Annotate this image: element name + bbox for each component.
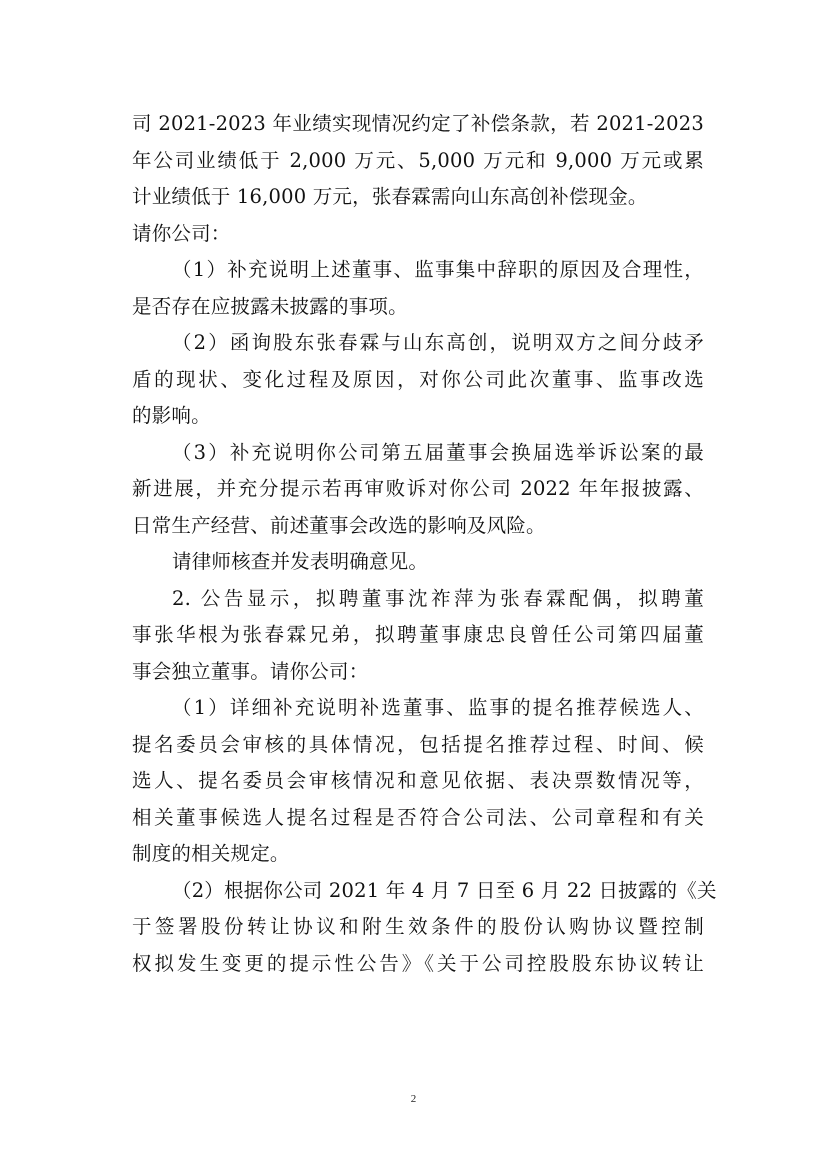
text-line: 选人、提名委员会审核情况和意见依据、表决票数情况等，	[132, 769, 704, 792]
text-line: 于签署股份转让协议和附生效条件的股份认购协议暨控制	[132, 915, 704, 938]
text-line: 是否存在应披露未披露的事项。	[132, 294, 408, 318]
text-line: （2）函询股东张春霖与山东高创，说明双方之间分歧矛	[172, 331, 704, 354]
text-line: （2）根据你公司 2021 年 4 月 7 日至 6 月 22 日披露的《关	[172, 878, 717, 902]
text-line: 事张华根为张春霖兄弟，拟聘董事康忠良曾任公司第四届董	[132, 623, 704, 646]
text-line: 权拟发生变更的提示性公告》《关于公司控股股东协议转让	[132, 951, 704, 975]
text-line: 日常生产经营、前述董事会改选的影响及风险。	[132, 513, 546, 537]
text-line: 事会独立董事。请你公司：	[132, 659, 369, 683]
text-line: 相关董事候选人提名过程是否符合公司法、公司章程和有关	[132, 805, 704, 829]
text-line: 盾的现状、变化过程及原因，对你公司此次董事、监事改选	[132, 367, 704, 391]
text-line: （3）补充说明你公司第五届董事会换届选举诉讼案的最	[172, 440, 704, 464]
text-line: （1）补充说明上述董事、监事集中辞职的原因及合理性，	[172, 258, 704, 281]
text-line: （1）详细补充说明补选董事、监事的提名推荐候选人、	[172, 696, 704, 719]
text-line: 请律师核查并发表明确意见。	[172, 550, 429, 573]
text-line: 制度的相关规定。	[132, 842, 290, 865]
text-line: 新进展，并充分提示若再审败诉对你公司 2022 年年报披露、	[132, 477, 704, 500]
page-number: 2	[410, 1093, 417, 1105]
body-text	[132, 106, 717, 982]
text-line: 请你公司：	[132, 221, 231, 245]
text-line: 2. 公告显示，拟聘董事沈祚萍为张春霖配偶，拟聘董	[172, 586, 704, 610]
text-line: 提名委员会审核的具体情况，包括提名推荐过程、时间、候	[132, 732, 704, 756]
text-line: 的影响。	[132, 404, 211, 427]
text-line: 计业绩低于 16,000 万元，张春霖需向山东高创补偿现金。	[132, 185, 648, 208]
text-line: 年公司业绩低于 2,000 万元、5,000 万元和 9,000 万元或累	[132, 148, 704, 172]
text-line: 司 2021-2023 年业绩实现情况约定了补偿条款，若 2021-2023	[132, 112, 704, 135]
